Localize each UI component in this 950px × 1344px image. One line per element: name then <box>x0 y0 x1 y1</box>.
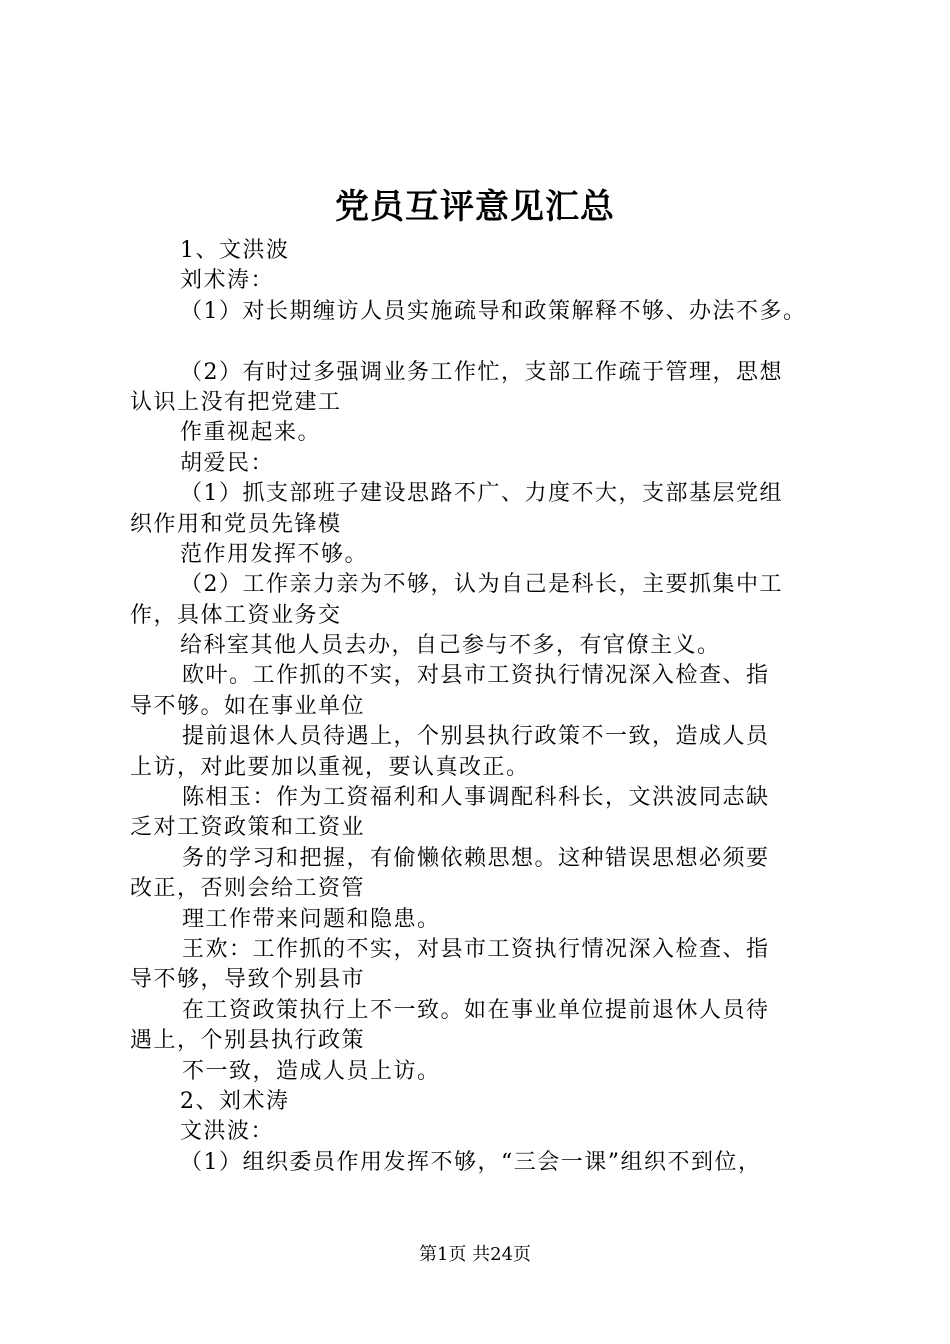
page-title: 党员互评意见汇总 <box>335 187 615 227</box>
text-line: 刘术涛： <box>180 268 275 294</box>
text-line: 导不够。如在事业单位 <box>130 693 366 719</box>
text-line: 胡爱民： <box>180 450 275 476</box>
text-line: 导不够，导致个别县市 <box>130 967 366 993</box>
text-line: 王欢：工作抓的不实，对县市工资执行情况深入检查、指 <box>182 936 770 962</box>
text-line: 范作用发挥不够。 <box>180 541 369 567</box>
text-line: 理工作带来问题和隐患。 <box>182 906 441 932</box>
text-line: 认识上没有把党建工 <box>130 389 342 415</box>
text-line: 在工资政策执行上不一致。如在事业单位提前退休人员待 <box>182 997 770 1023</box>
text-line: （1）对长期缠访人员实施疏导和政策解释不够、办法不多。 <box>180 298 807 324</box>
text-line: （1）抓支部班子建设思路不广、力度不大，支部基层党组 <box>180 481 783 507</box>
text-line: （2）有时过多强调业务工作忙，支部工作疏于管理，思想 <box>180 359 783 385</box>
text-line: 欧叶。工作抓的不实，对县市工资执行情况深入检查、指 <box>182 663 770 689</box>
text-line: 织作用和党员先锋模 <box>130 511 342 537</box>
text-line: 2、刘术涛 <box>180 1088 290 1114</box>
page-footer: 第1页 共24页 <box>418 1244 532 1265</box>
text-line: 文洪波： <box>180 1119 275 1145</box>
text-line: 遇上，个别县执行政策 <box>130 1028 366 1054</box>
text-line: 上访，对此要加以重视，要认真改正。 <box>130 754 530 780</box>
text-line: 作重视起来。 <box>180 420 322 446</box>
text-line: 改正，否则会给工资管 <box>130 876 366 902</box>
text-line: （1）组织委员作用发挥不够，“三会一课”组织不到位， <box>180 1149 762 1175</box>
text-line: 1、文洪波 <box>180 238 290 263</box>
text-line: （2）工作亲力亲为不够，认为自己是科长，主要抓集中工 <box>180 572 783 598</box>
document-body <box>130 236 850 1178</box>
text-line: 不一致，造成人员上访。 <box>182 1058 441 1084</box>
text-line: 陈相玉：作为工资福利和人事调配科科长，文洪波同志缺 <box>182 785 770 811</box>
blank-line <box>130 327 850 357</box>
text-line: 务的学习和把握，有偷懒依赖思想。这种错误思想必须要 <box>182 845 770 871</box>
text-line: 给科室其他人员去办，自己参与不多，有官僚主义。 <box>180 633 721 659</box>
text-line: 提前退休人员待遇上，个别县执行政策不一致，造成人员 <box>182 724 770 750</box>
text-line: 乏对工资政策和工资业 <box>130 815 366 841</box>
text-line: 作，具体工资业务交 <box>130 602 342 628</box>
